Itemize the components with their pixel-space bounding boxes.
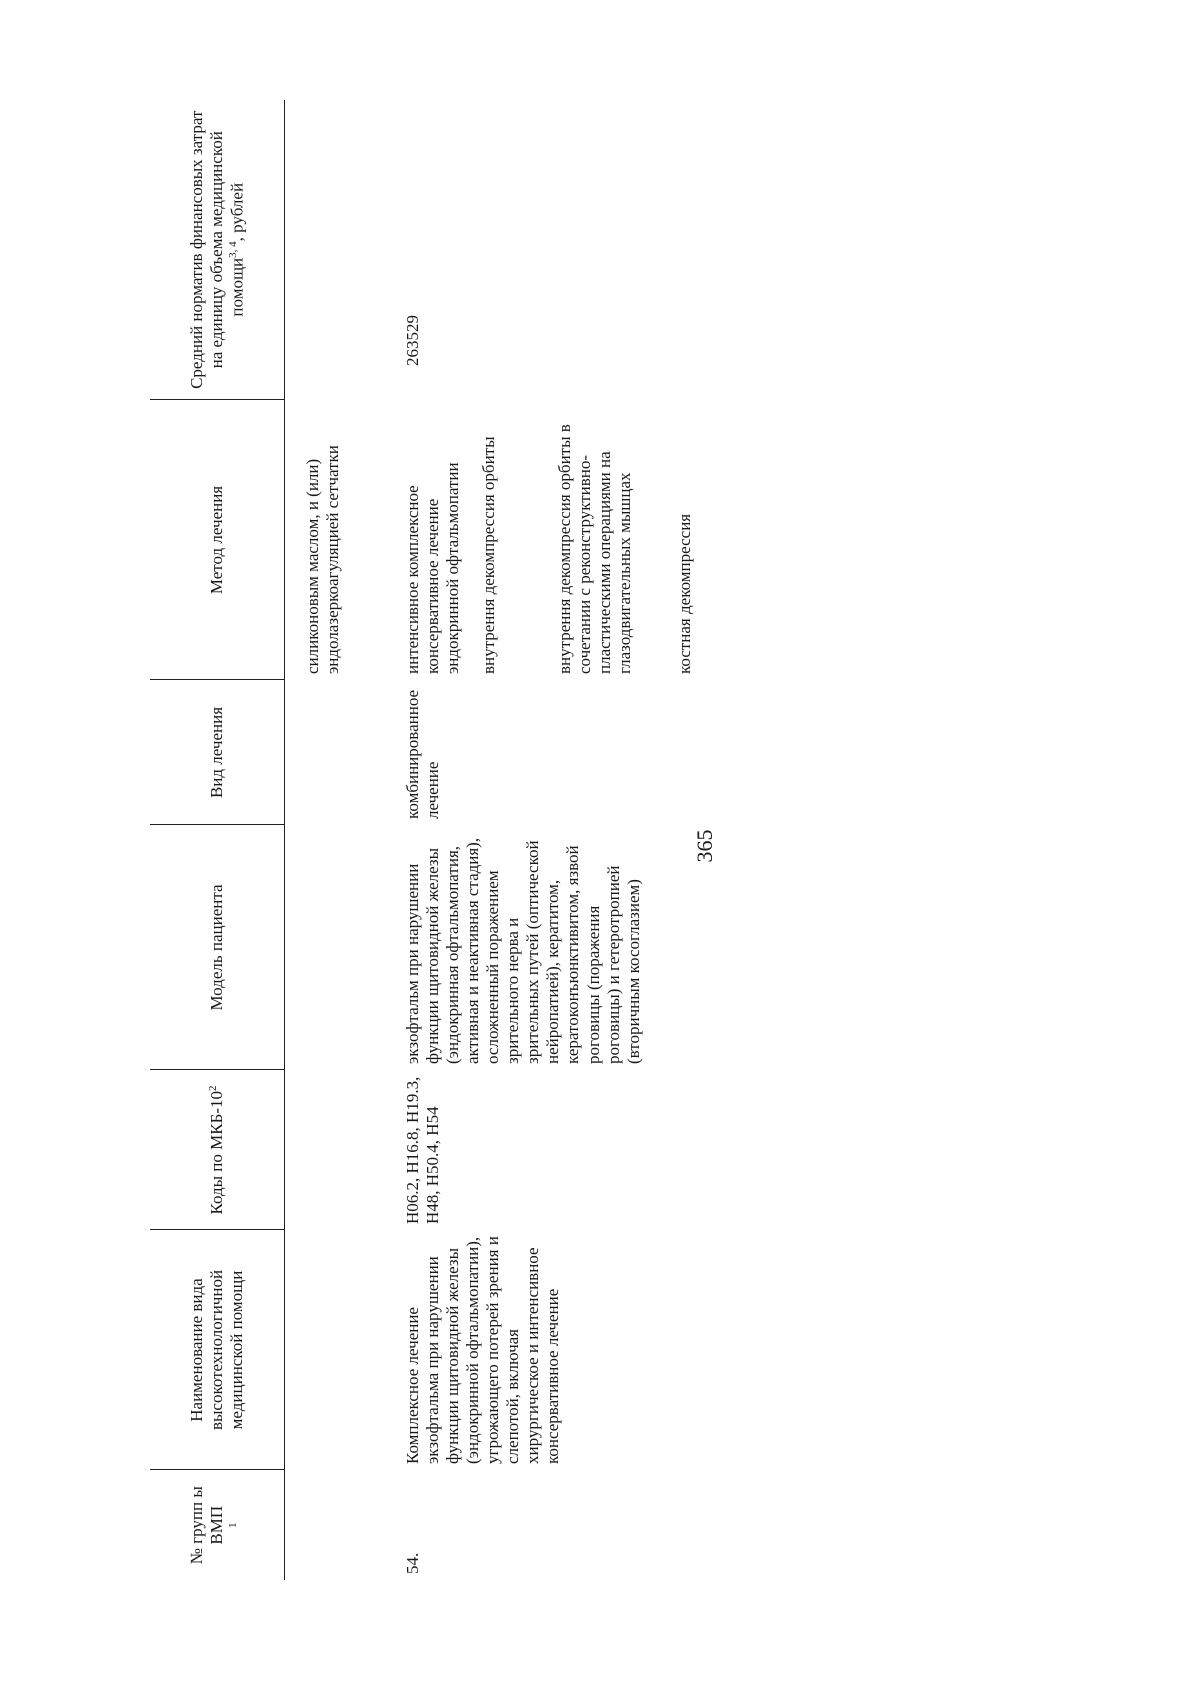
header-model: Модель пациента xyxy=(150,825,285,1070)
continuation-row xyxy=(285,100,344,1580)
continuation-method: силиконовым маслом, и (или) эндолазеркоагуляцией сетчатки xyxy=(303,445,343,674)
header-name: Наименование вида высокотехнологичной медицинской помощи xyxy=(150,1230,285,1470)
method-item: внутрення декомпрессия орбиты xyxy=(479,436,499,674)
rotated-table-area xyxy=(150,100,1030,1580)
row-model: экзофтальм при нарушении функции щитовидной железы (эндокринная офтальмопатия, активная и неактивная стадия), осложненный поражением зрительного нерва и зрительных путей (оптической нейропатией), кератитом, кератоконъюнктивитом, язвой роговицы (поражения роговицы) и гетеротропией (вторичным косоглазием) xyxy=(403,837,643,1064)
table-row xyxy=(403,100,695,1580)
row-group-number: 54. xyxy=(403,1552,423,1574)
page-number: 365 xyxy=(692,829,717,863)
row-codes: H06.2, H16.8, H19.3, H48, H50.4, H54 xyxy=(403,1076,443,1224)
header-codes: Коды по МКБ-$10^2$ xyxy=(150,1070,285,1230)
row-methods xyxy=(403,400,695,680)
row-cost: 263529 xyxy=(403,315,423,366)
row-treatment-type: комбинированное лечение xyxy=(403,689,443,819)
header-group-number: № групп ы ВМП$^1$ xyxy=(150,1470,285,1580)
method-item: интенсивное комплексное консервативное лечение эндокринной офтальмопатии xyxy=(403,462,463,674)
header-treatment-type: Вид лечения xyxy=(150,680,285,825)
header-cost: Средний норматив финансовых затрат на единицу объема медицинской помощи$^{3, 4}$, рублей xyxy=(150,100,285,400)
row-name: Комплексное лечение экзофтальма при нарушении функции щитовидной железы (эндокринной офтальмопатии), угрожающего потерей зрения и слепотой, включая хирургическое и интенсивное консервативное лечение xyxy=(403,1236,563,1464)
method-item: внутрення декомпрессия орбиты в сочетании с реконструктивно-пластическими операциями на глазодвигательных мышцах xyxy=(555,424,635,674)
table-header-row xyxy=(150,100,285,1580)
vmp-table xyxy=(150,100,695,1580)
header-method: Метод лечения xyxy=(150,400,285,680)
method-item: костная декомпрессия xyxy=(675,513,695,674)
